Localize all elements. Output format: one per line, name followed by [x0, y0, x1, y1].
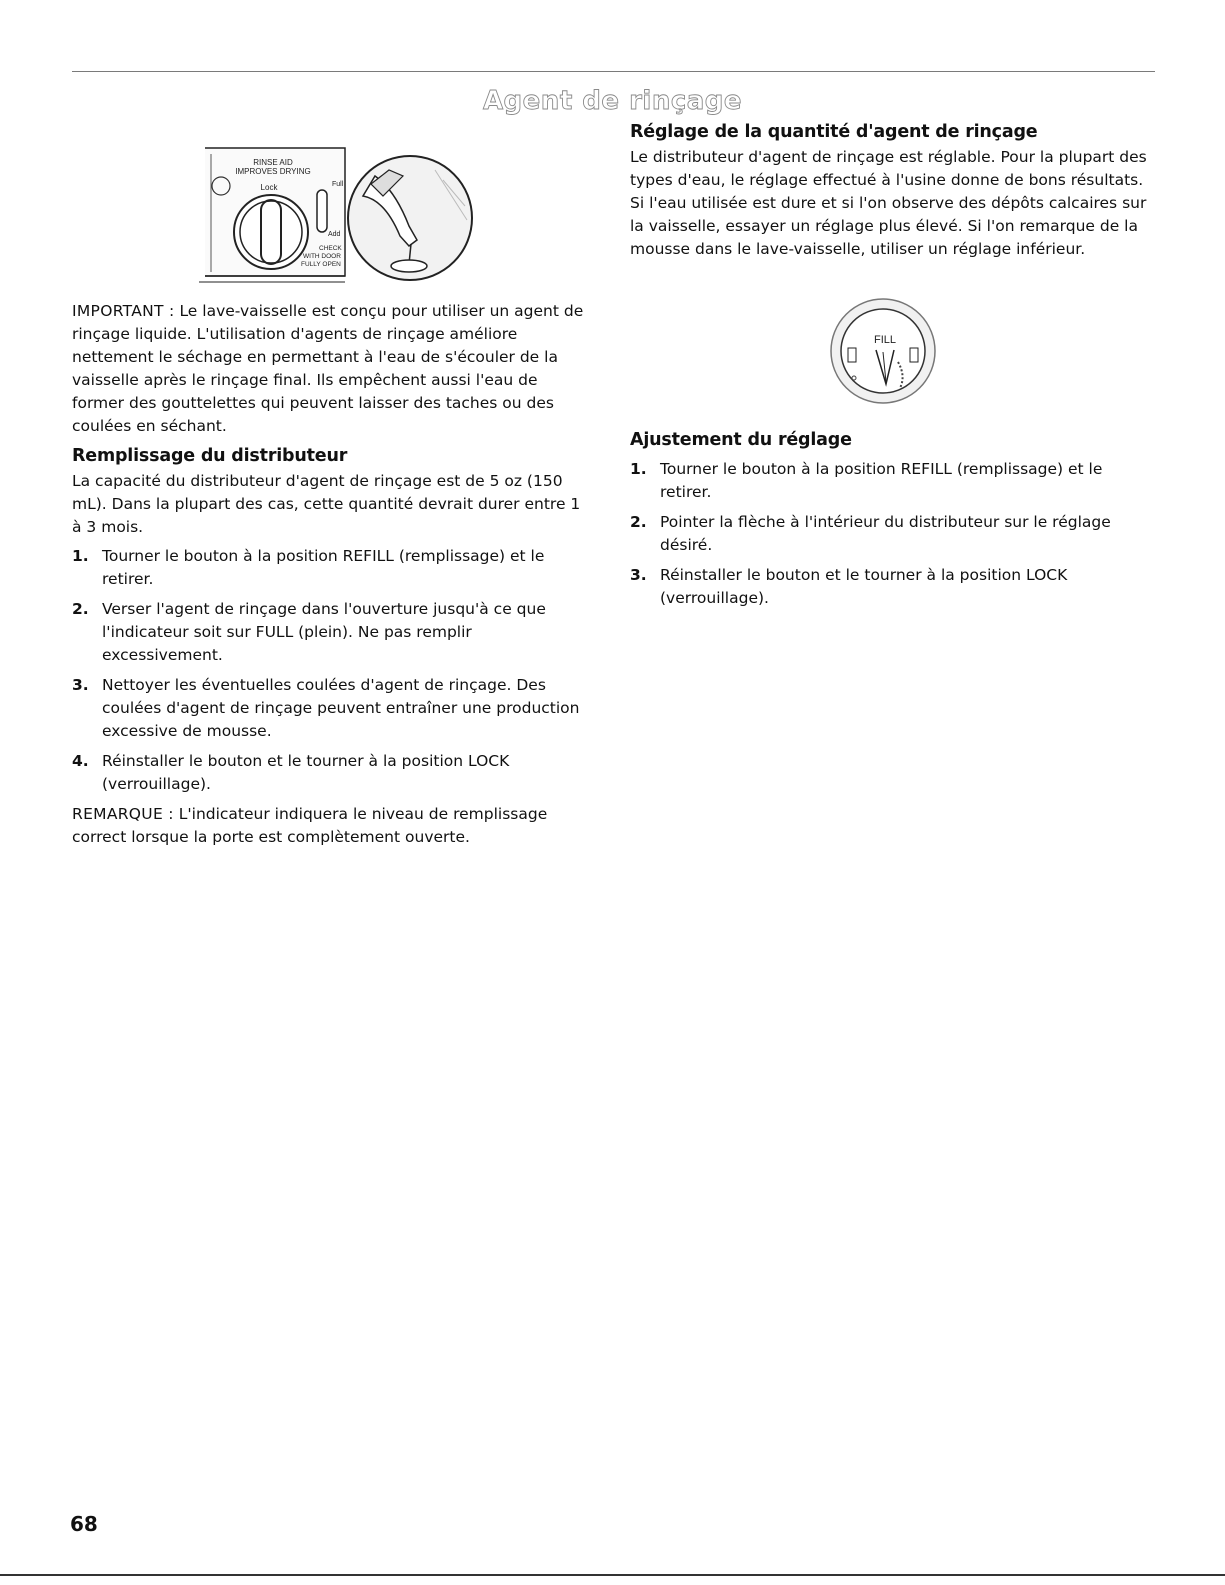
rinse-aid-dispenser-illustration — [195, 140, 485, 290]
top-rule — [72, 71, 1155, 72]
list-item — [72, 674, 592, 743]
list-item — [72, 598, 592, 667]
page-number: 68 — [70, 1512, 98, 1536]
section-heading-filling: Remplissage du distributeur — [72, 446, 348, 466]
label-check: CHECK — [319, 245, 342, 252]
important-text: Le lave-vaisselle est conçu pour utiliser un agent de rinçage liquide. L'utilisation d'agents de rinçage améliore nettement le séchage en permettant à l'eau de s'écouler de la vaisselle après le rinçage final. Ils empêchent aussi l'eau de former des gouttelettes qui peuvent laisser des taches ou des coulées en séchant. — [72, 302, 584, 435]
adjustment-paragraph: Le distributeur d'agent de rinçage est réglable. Pour la plupart des types d'eau, le réglage effectué à l'usine donne de bons résultats. Si l'eau utilisée est dure et si l'on observe des dépôts calcaires sur la vaisselle, essayer un réglage plus élevé. Si l'on remarque de la mousse dans le lave-vaisselle, utiliser un réglage inférieur. — [630, 148, 1147, 258]
dial-label-fill: FILL — [873, 334, 897, 346]
page-title: Agent de rinçage — [482, 86, 743, 116]
list-item — [72, 545, 592, 591]
step-number: 1. — [630, 460, 647, 478]
left-column — [72, 300, 592, 849]
list-item — [630, 458, 1155, 504]
step-number: 2. — [630, 513, 647, 531]
important-paragraph — [72, 300, 592, 438]
step-number: 2. — [72, 600, 89, 618]
step-text: Nettoyer les éventuelles coulées d'agent de rinçage. Des coulées d'agent de rinçage peuvent entraîner une production excessive de mousse. — [102, 676, 580, 740]
bottom-rule — [0, 1574, 1225, 1576]
right-column-top — [630, 120, 1155, 261]
section-heading-adjustment: Réglage de la quantité d'agent de rinçage — [630, 122, 1038, 142]
step-text: Verser l'agent de rinçage dans l'ouverture jusqu'à ce que l'indicateur soit sur FULL (plein). Ne pas remplir excessivement. — [102, 600, 546, 664]
step-number: 1. — [72, 547, 89, 565]
step-number: 4. — [72, 752, 89, 770]
filling-steps-list — [72, 545, 592, 796]
step-text: Réinstaller le bouton et le tourner à la position LOCK (verrouillage). — [660, 566, 1068, 607]
label-with-door: WITH DOOR — [303, 253, 341, 260]
list-item — [630, 564, 1155, 610]
adjustment-steps-list — [630, 458, 1155, 610]
step-text: Tourner le bouton à la position REFILL (remplissage) et le retirer. — [102, 547, 545, 588]
dispenser-knob — [234, 195, 308, 269]
label-fully-open: FULLY OPEN — [301, 261, 341, 268]
label-full: Full — [332, 181, 344, 188]
step-text: Tourner le bouton à la position REFILL (remplissage) et le retirer. — [660, 460, 1103, 501]
note-paragraph — [72, 803, 592, 849]
label-lock: Lock — [260, 183, 278, 192]
note-label: REMARQUE : — [72, 805, 174, 823]
step-text: Réinstaller le bouton et le tourner à la position LOCK (verrouillage). — [102, 752, 510, 793]
step-text: Pointer la flèche à l'intérieur du distributeur sur le réglage désiré. — [660, 513, 1111, 554]
list-item — [72, 750, 592, 796]
note-text: L'indicateur indiquera le niveau de remplissage correct lorsque la porte est complètement ouverte. — [72, 805, 548, 846]
label-rinse-aid: RINSE AID — [253, 158, 293, 167]
capacity-paragraph: La capacité du distributeur d'agent de rinçage est de 5 oz (150 mL). Dans la plupart des cas, cette quantité devrait durer entre 1 à 3 mois. — [72, 472, 581, 536]
right-column-bottom — [630, 428, 1155, 617]
section-heading-setting: Ajustement du réglage — [630, 430, 852, 450]
step-number: 3. — [72, 676, 89, 694]
adjustment-dial-illustration — [828, 296, 938, 406]
list-item — [630, 511, 1155, 557]
important-label: IMPORTANT : — [72, 302, 175, 320]
level-indicator — [317, 190, 327, 232]
label-improves-drying: IMPROVES DRYING — [235, 167, 311, 176]
step-number: 3. — [630, 566, 647, 584]
label-add: Add — [328, 231, 341, 238]
